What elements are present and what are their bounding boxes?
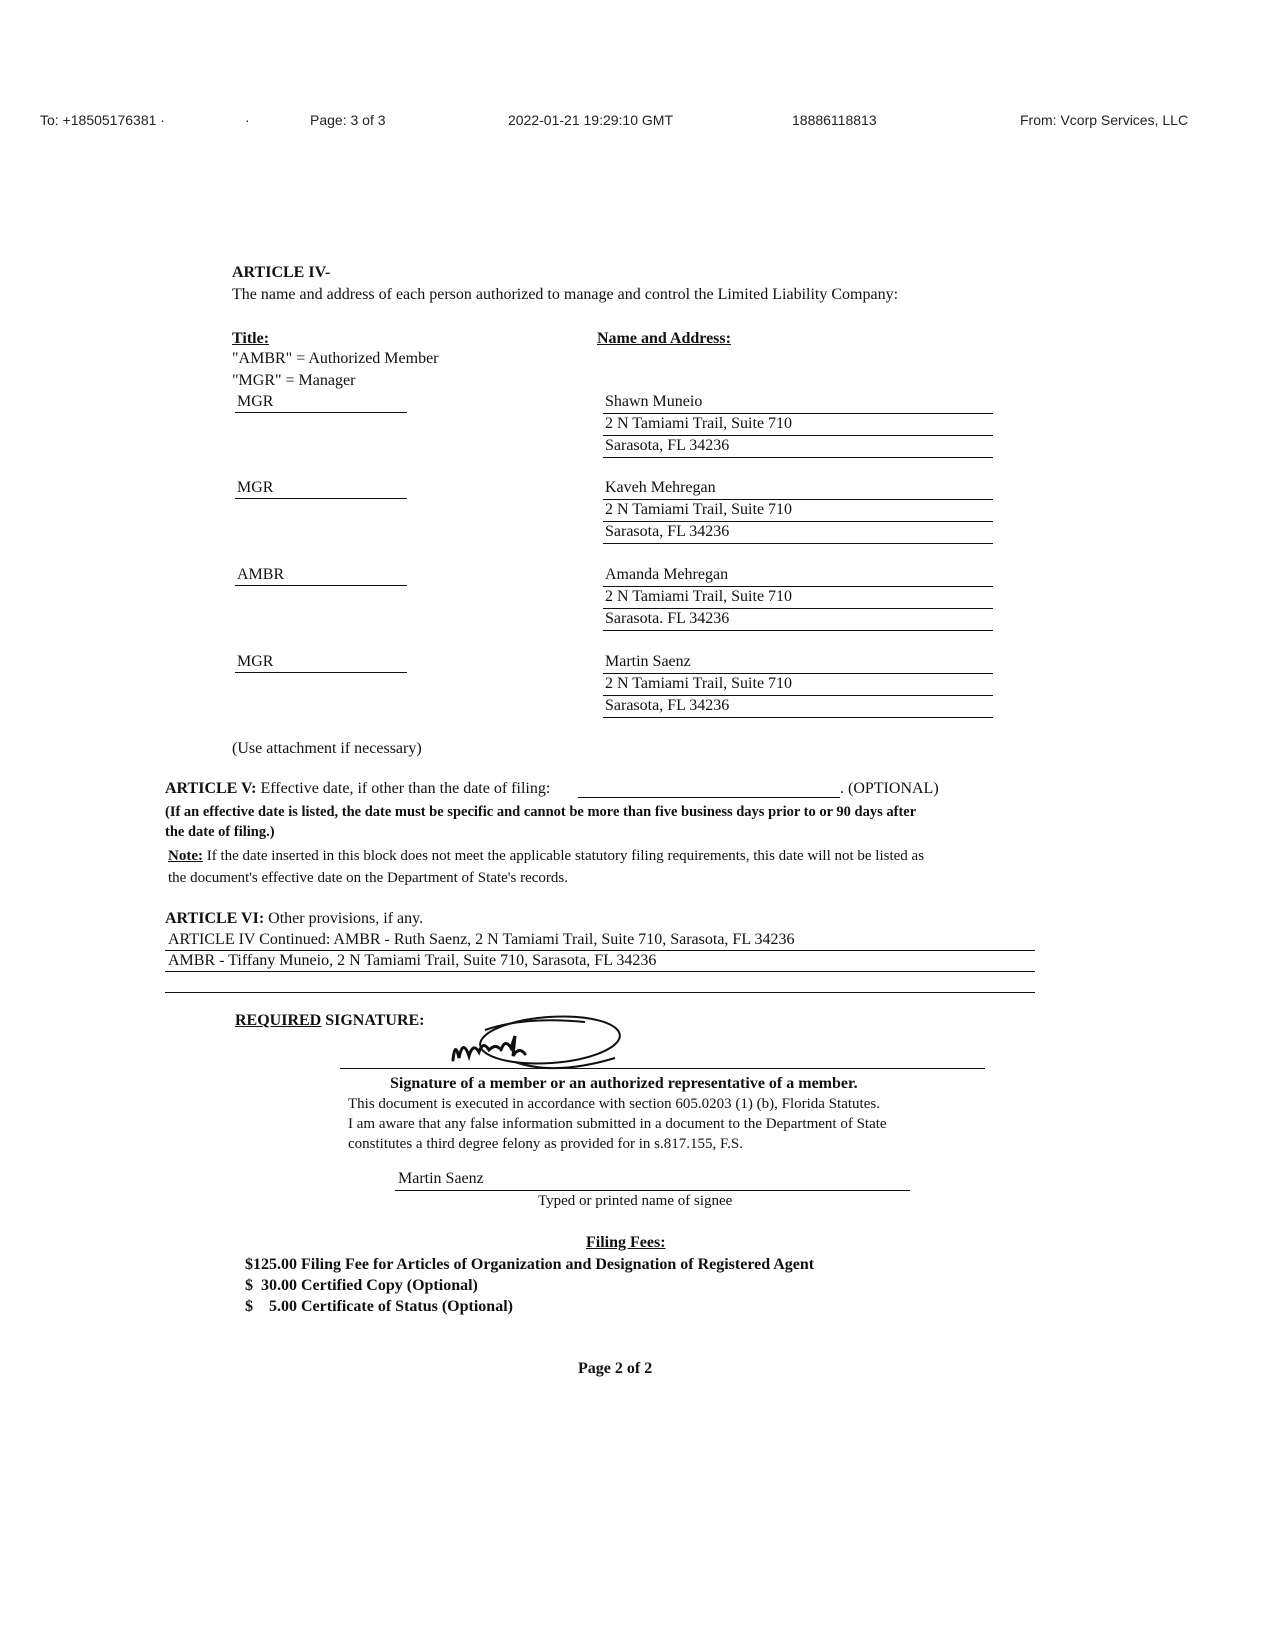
person-address-block — [603, 478, 993, 544]
signature-caption: Signature of a member or an authorized representative of a member. — [390, 1075, 858, 1092]
person-street: 2 N Tamiami Trail, Suite 710 — [603, 414, 993, 436]
article5-label: ARTICLE V: — [165, 780, 257, 797]
statute-line-2: I am aware that any false information submitted in a document to the Department of State — [348, 1116, 887, 1132]
name-address-header: Name and Address: — [597, 330, 731, 347]
legend-mgr: "MGR" = Manager — [232, 372, 356, 389]
other-provisions-block — [165, 930, 1035, 993]
note-line-1 — [168, 848, 924, 865]
article4-heading: ARTICLE IV- — [232, 264, 331, 281]
other-provisions-line: ARTICLE IV Continued: AMBR - Ruth Saenz, 2 N Tamiami Trail, Suite 710, Sarasota, FL 34236 — [165, 930, 1035, 951]
printed-name: Martin Saenz — [398, 1170, 484, 1187]
person-city: Sarasota, FL 34236 — [603, 522, 993, 544]
person-address-block — [603, 565, 993, 631]
fax-dot: · — [245, 112, 250, 128]
printed-name-caption: Typed or printed name of signee — [538, 1193, 733, 1209]
signature-label: SIGNATURE: — [321, 1012, 425, 1029]
person-city: Sarasota, FL 34236 — [603, 696, 993, 718]
article6-text: Other provisions, if any. — [268, 910, 424, 927]
fee-item-certified-copy: $ 30.00 Certified Copy (Optional) — [245, 1277, 478, 1294]
other-provisions-line: AMBR - Tiffany Muneio, 2 N Tamiami Trail, Suite 710, Sarasota, FL 34236 — [165, 951, 1035, 972]
person-name: Kaveh Mehregan — [603, 478, 993, 500]
person-title: MGR — [235, 652, 407, 673]
printed-name-line[interactable] — [395, 1190, 910, 1191]
fax-from: From: Vcorp Services, LLC — [1020, 112, 1189, 128]
note-text-1: If the date inserted in this block does not meet the applicable statutory filing requirements, this date will not be listed as — [206, 848, 925, 864]
person-address-block — [603, 652, 993, 718]
fax-number: 18886118813 — [792, 112, 877, 128]
note-label: Note: — [168, 848, 203, 864]
person-title: MGR — [235, 478, 407, 499]
fax-page: Page: 3 of 3 — [310, 112, 386, 128]
article5-line — [165, 780, 550, 798]
article5-warning-2: the date of filing.) — [165, 824, 275, 840]
required-label: REQUIRED — [235, 1012, 322, 1029]
person-name: Shawn Muneio — [603, 392, 993, 414]
person-title: MGR — [235, 392, 407, 413]
fax-datetime: 2022-01-21 19:29:10 GMT — [508, 112, 673, 128]
article6-line — [165, 910, 423, 928]
article5-warning-1: (If an effective date is listed, the date must be specific and cannot be more than five business days prior to or 90 days after — [165, 804, 917, 820]
filing-fees-heading: Filing Fees: — [586, 1234, 666, 1251]
title-header: Title: — [232, 330, 270, 347]
person-city: Sarasota, FL 34236 — [603, 436, 993, 458]
fee-item-filing: $125.00 Filing Fee for Articles of Organization and Designation of Registered Agent — [245, 1256, 815, 1273]
article6-label: ARTICLE VI: — [165, 910, 265, 927]
person-street: 2 N Tamiami Trail, Suite 710 — [603, 500, 993, 522]
attachment-note: (Use attachment if necessary) — [232, 740, 422, 757]
article4-intro: The name and address of each person authorized to manage and control the Limited Liability Company: — [232, 286, 899, 303]
person-street: 2 N Tamiami Trail, Suite 710 — [603, 587, 993, 609]
article5-text: Effective date, if other than the date of filing: — [260, 780, 551, 797]
person-address-block — [603, 392, 993, 458]
page-number: Page 2 of 2 — [578, 1360, 653, 1377]
other-provisions-line — [165, 972, 1035, 993]
statute-line-3: constitutes a third degree felony as provided for in s.817.155, F.S. — [348, 1136, 743, 1152]
person-street: 2 N Tamiami Trail, Suite 710 — [603, 674, 993, 696]
person-name: Martin Saenz — [603, 652, 993, 674]
handwritten-signature-icon — [445, 1010, 645, 1080]
person-name: Amanda Mehregan — [603, 565, 993, 587]
effective-date-blank[interactable] — [578, 797, 840, 798]
signature-line[interactable] — [340, 1068, 985, 1069]
note-line-2: the document's effective date on the Department of State's records. — [168, 870, 568, 886]
statute-line-1: This document is executed in accordance with section 605.0203 (1) (b), Florida Statutes. — [348, 1096, 880, 1112]
legend-ambr: "AMBR" = Authorized Member — [232, 350, 439, 367]
person-city: Sarasota. FL 34236 — [603, 609, 993, 631]
fee-item-certificate-status: $ 5.00 Certificate of Status (Optional) — [245, 1298, 513, 1315]
fax-to: To: +18505176381 · — [40, 112, 165, 128]
article5-optional: . (OPTIONAL) — [840, 780, 939, 797]
required-signature-label — [235, 1012, 425, 1030]
person-title: AMBR — [235, 565, 407, 586]
